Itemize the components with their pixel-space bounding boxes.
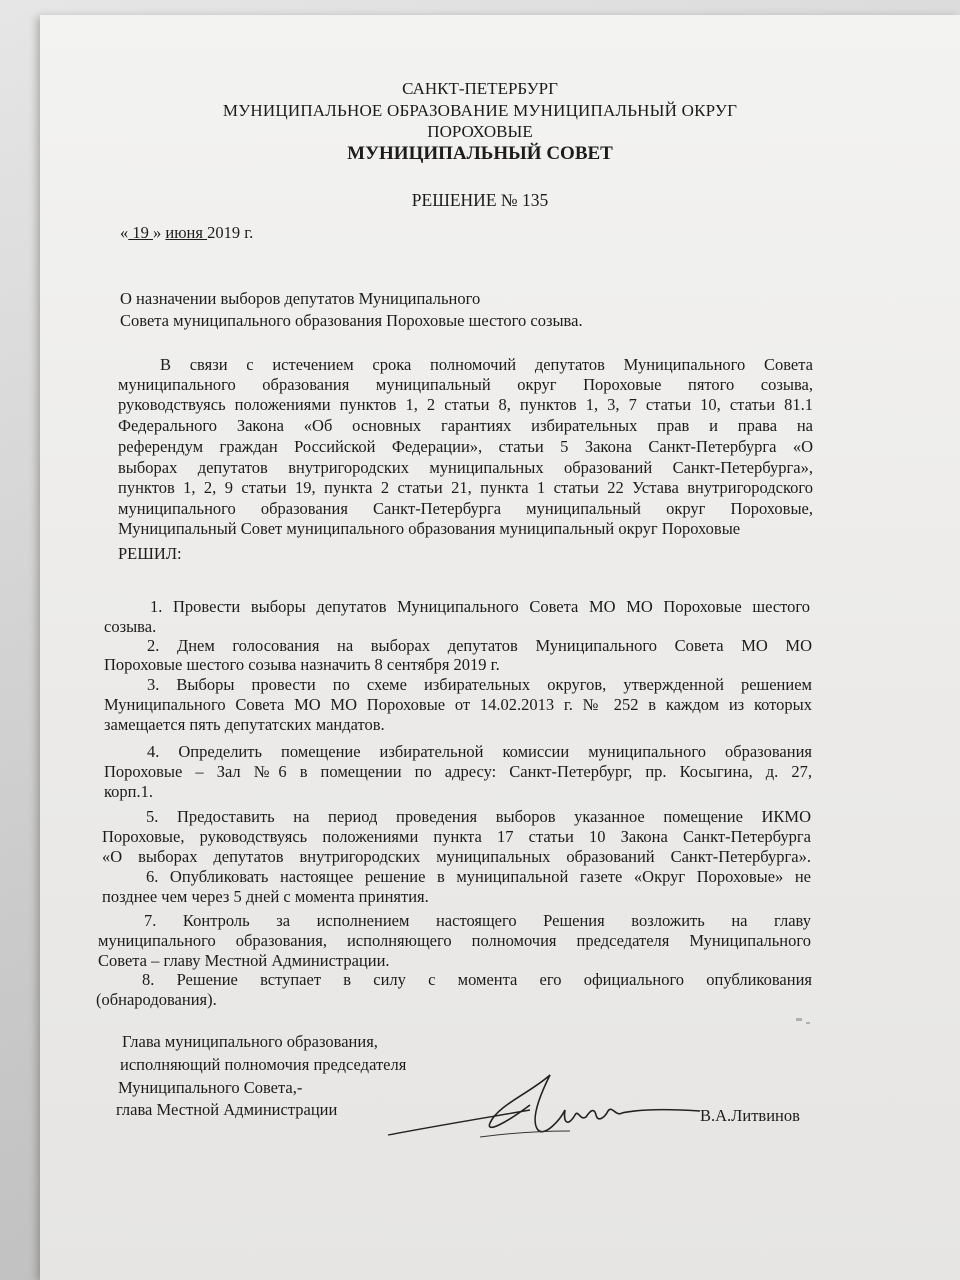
preamble-line: Муниципальный Совет муниципального образования муниципальный округ Пороховые [118,519,741,538]
paper-mark [806,1022,810,1024]
date-month: июня [165,223,208,242]
preamble-line: В связи с истечением срока полномочий депутатов Муниципального Совета [160,355,813,374]
item-line: 1. Провести выборы депутатов Муниципального Совета МО МО Пороховые шестого [150,597,810,616]
item-line: муниципального образования, исполняющего полномочия председателя Муниципального [98,931,811,950]
item-line: «О выборах депутатов внутригородских муниципальных образований Санкт-Петербурга». [102,847,811,866]
preamble-line: муниципального образования Санкт-Петербурга муниципальный округ Пороховые, [118,499,813,518]
item-line: Муниципального Совета МО МО Пороховые от 14.02.2013 г. № 252 в каждом из которых [104,695,812,714]
item-line: позднее чем через 5 дней с момента принятия. [102,887,429,906]
item-line: Пороховые – Зал №6 в помещении по адресу: Санкт-Петербург, пр. Косыгина, д. 27, [104,762,812,781]
signatory-title-line: Муниципального Совета,- [118,1078,303,1097]
item-line: 4. Определить помещение избирательной комиссии муниципального образования [147,742,812,761]
subject-line: О назначении выборов депутатов Муниципального [120,289,481,308]
date-close-quote: » [153,223,166,242]
item-line: Пороховые, руководствуясь положениями пункта 17 статьи 10 Закона Санкт-Петербурга [102,827,811,846]
item-line: 7. Контроль за исполнением настоящего Решения возложить на главу [144,911,811,930]
item-line: замещается пять депутатских мандатов. [104,715,385,734]
subject-line: Совета муниципального образования Пороховые шестого созыва. [120,311,583,330]
header-district: ПОРОХОВЫЕ [427,122,533,141]
council-title: МУНИЦИПАЛЬНЫЙ СОВЕТ [347,143,613,164]
preamble-line: руководствуясь положениями пунктов 1, 2 статьи 8, пунктов 1, 3, 7 статьи 10, статьи 81.1 [118,395,813,414]
date-year: 2019 г. [207,223,254,242]
header-municipality: МУНИЦИПАЛЬНОЕ ОБРАЗОВАНИЕ МУНИЦИПАЛЬНЫЙ ОКРУГ [222,101,738,120]
preamble-line: муниципального образования муниципальный округ Пороховые пятого созыва, [118,375,813,394]
signatory-title-line: глава Местной Администрации [116,1100,338,1119]
item-line: 5. Предоставить на период проведения выборов указанное помещение ИКМО [146,807,811,826]
decision-date [120,224,253,243]
handwritten-signature [380,1065,710,1155]
paper-mark [796,1018,802,1021]
item-line: 8. Решение вступает в силу с момента его официального опубликования [142,970,812,989]
date-open-quote: « [120,223,129,242]
preamble-line: пунктов 1, 2, 9 статьи 19, пункта 2 статьи 21, пункта 1 статьи 22 Устава внутригородского [118,478,813,497]
preamble-line: Федерального Закона «Об основных гарантиях избирательных прав и права на [118,416,813,435]
date-day: 19 [128,223,153,242]
preamble-line: выборах депутатов внутригородских муниципальных образований Санкт-Петербурга», [118,458,813,477]
item-line: корп.1. [104,782,154,801]
resolved-label: РЕШИЛ: [118,544,182,563]
item-line: 6. Опубликовать настоящее решение в муниципальной газете «Округ Пороховые» не [146,867,811,886]
signatory-name: В.А.Литвинов [700,1106,800,1125]
item-line: Совета – главу Местной Администрации. [98,951,390,970]
item-line: Пороховые шестого созыва назначить 8 сентября 2019 г. [104,655,500,674]
item-line: созыва. [104,617,157,636]
item-line: 3. Выборы провести по схеме избирательных округов, утвержденной решением [147,675,812,694]
signatory-title-line: исполняющий полномочия председателя [120,1055,407,1074]
header-city: САНКТ-ПЕТЕРБУРГ [402,79,558,98]
signatory-title-line: Глава муниципального образования, [122,1032,378,1051]
item-line: (обнародования). [96,990,217,1009]
item-line: 2. Днем голосования на выборах депутатов Муниципального Совета МО МО [147,636,812,655]
preamble-line: референдум граждан Российской Федерации», статьи 5 Закона Санкт-Петербурга «О [118,437,813,456]
decision-title: РЕШЕНИЕ № 135 [411,190,549,210]
